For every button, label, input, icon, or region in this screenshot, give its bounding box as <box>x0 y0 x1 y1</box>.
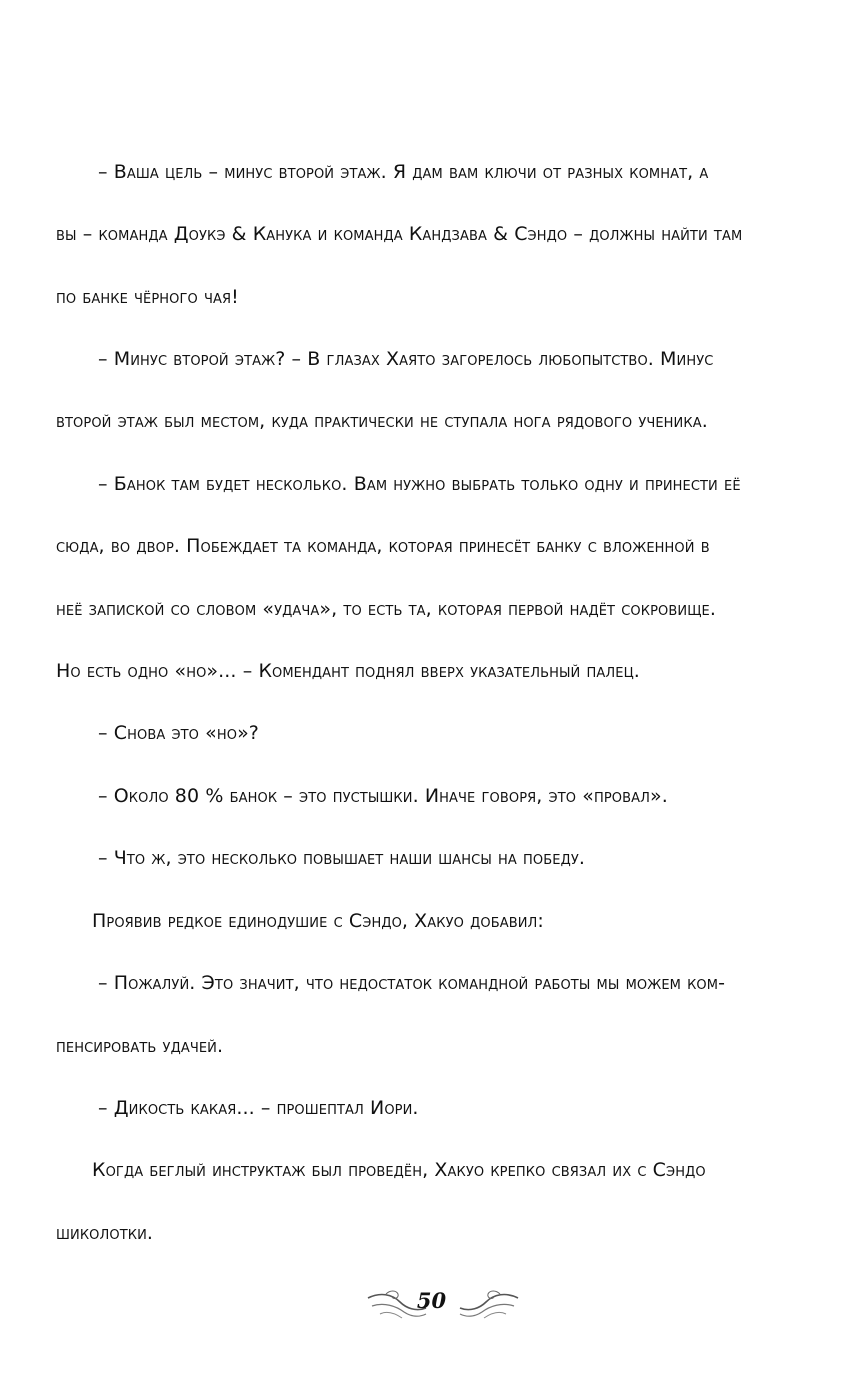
text-line: пенсировать удачей. <box>56 1035 224 1057</box>
text-line: второй этаж был местом, куда практически не ступала нога рядового ученика. <box>56 410 708 432</box>
text-line: Но есть одно «но»... – Комендант поднял вверх указательный палец. <box>56 660 640 682</box>
text-line: Проявив редкое единодушие с Сэндо, Хакуо добавил: <box>92 910 544 932</box>
text-line: – Что ж, это несколько повышает наши шансы на победу. <box>98 847 586 869</box>
text-line: – Минус второй этаж? – В глазах Хаято загорелось любопытство. Минус <box>98 348 714 370</box>
flourish-right-icon <box>458 1284 520 1324</box>
text-line: шиколотки. <box>56 1222 154 1244</box>
page-number: 50 <box>416 1288 447 1313</box>
text-line: – Пожалуй. Это значит, что недостаток командной работы мы можем ком- <box>98 972 726 994</box>
text-line: сюда, во двор. Побеждает та команда, которая принесёт банку с вложенной в <box>56 535 710 557</box>
text-line: – Дикость какая... – прошептал Иори. <box>98 1097 419 1119</box>
text-line: – Банок там будет несколько. Вам нужно выбрать только одну и принести её <box>98 473 741 495</box>
text-line: по банке чёрного чая! <box>56 286 239 308</box>
text-line: – Ваша цель – минус второй этаж. Я дам вам ключи от разных комнат, а <box>98 161 709 183</box>
text-line: неё запиской со словом «удача», то есть та, которая первой надёт сокровище. <box>56 598 716 620</box>
text-line: Когда беглый инструктаж был проведён, Хакуо крепко связал их с Сэндо <box>92 1159 706 1181</box>
text-line: – Снова это «но»? <box>98 722 259 744</box>
text-line: вы – команда Доукэ & Канука и команда Кандзава & Сэндо – должны найти там <box>56 223 743 245</box>
text-line: – Около 80 % банок – это пустышки. Иначе говоря, это «провал». <box>98 785 668 807</box>
